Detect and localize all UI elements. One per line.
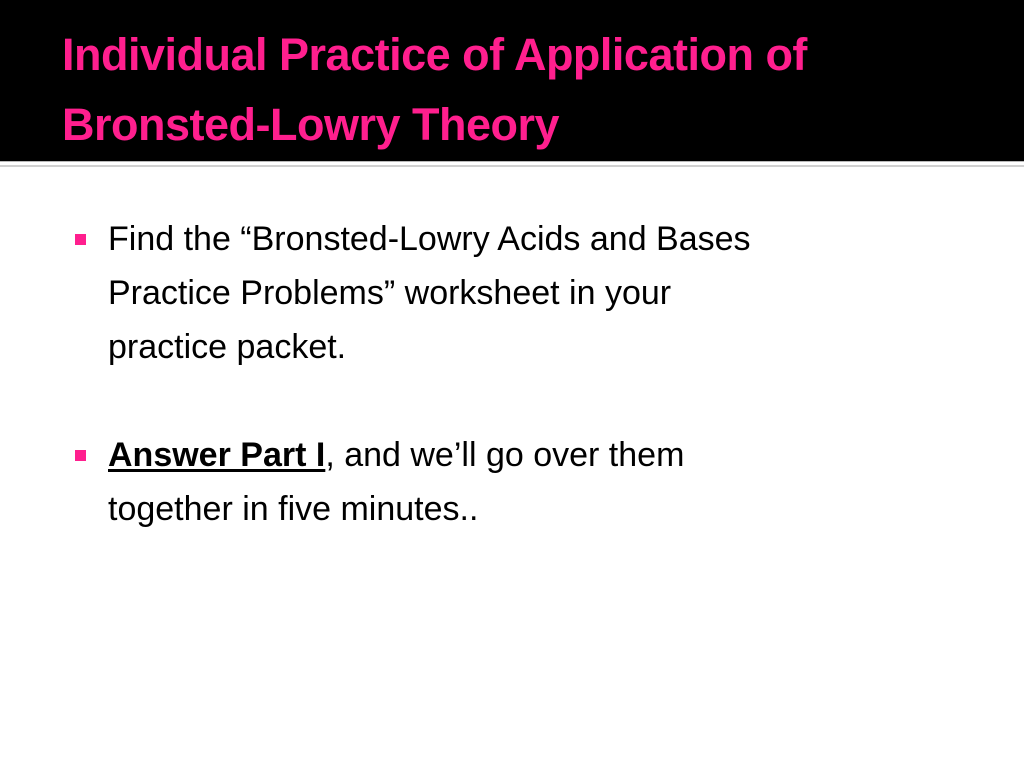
slide-title-line-2: Bronsted-Lowry Theory [62, 99, 560, 150]
title-divider [0, 161, 1024, 167]
bullet-2-line-2: together in five minutes.. [108, 490, 479, 528]
answer-part-emphasis: Answer Part I [108, 436, 326, 474]
slide-title-line-1: Individual Practice of Application of [62, 29, 807, 80]
square-bullet-icon [75, 234, 86, 245]
bullet-1-line-3: practice packet. [108, 328, 347, 366]
slide-title [62, 20, 1002, 160]
bullet-1-line-1: Find the “Bronsted-Lowry Acids and Bases [108, 220, 751, 258]
bullet-2-rest: , and we’ll go over them [325, 436, 685, 474]
bullet-item-answer [72, 428, 972, 536]
square-bullet-icon [75, 450, 86, 461]
bullet-2-line-1 [108, 428, 972, 482]
slide-body [72, 212, 972, 536]
bullet-1-line-2: Practice Problems” worksheet in your [108, 274, 672, 312]
bullet-item-worksheet [72, 212, 972, 374]
